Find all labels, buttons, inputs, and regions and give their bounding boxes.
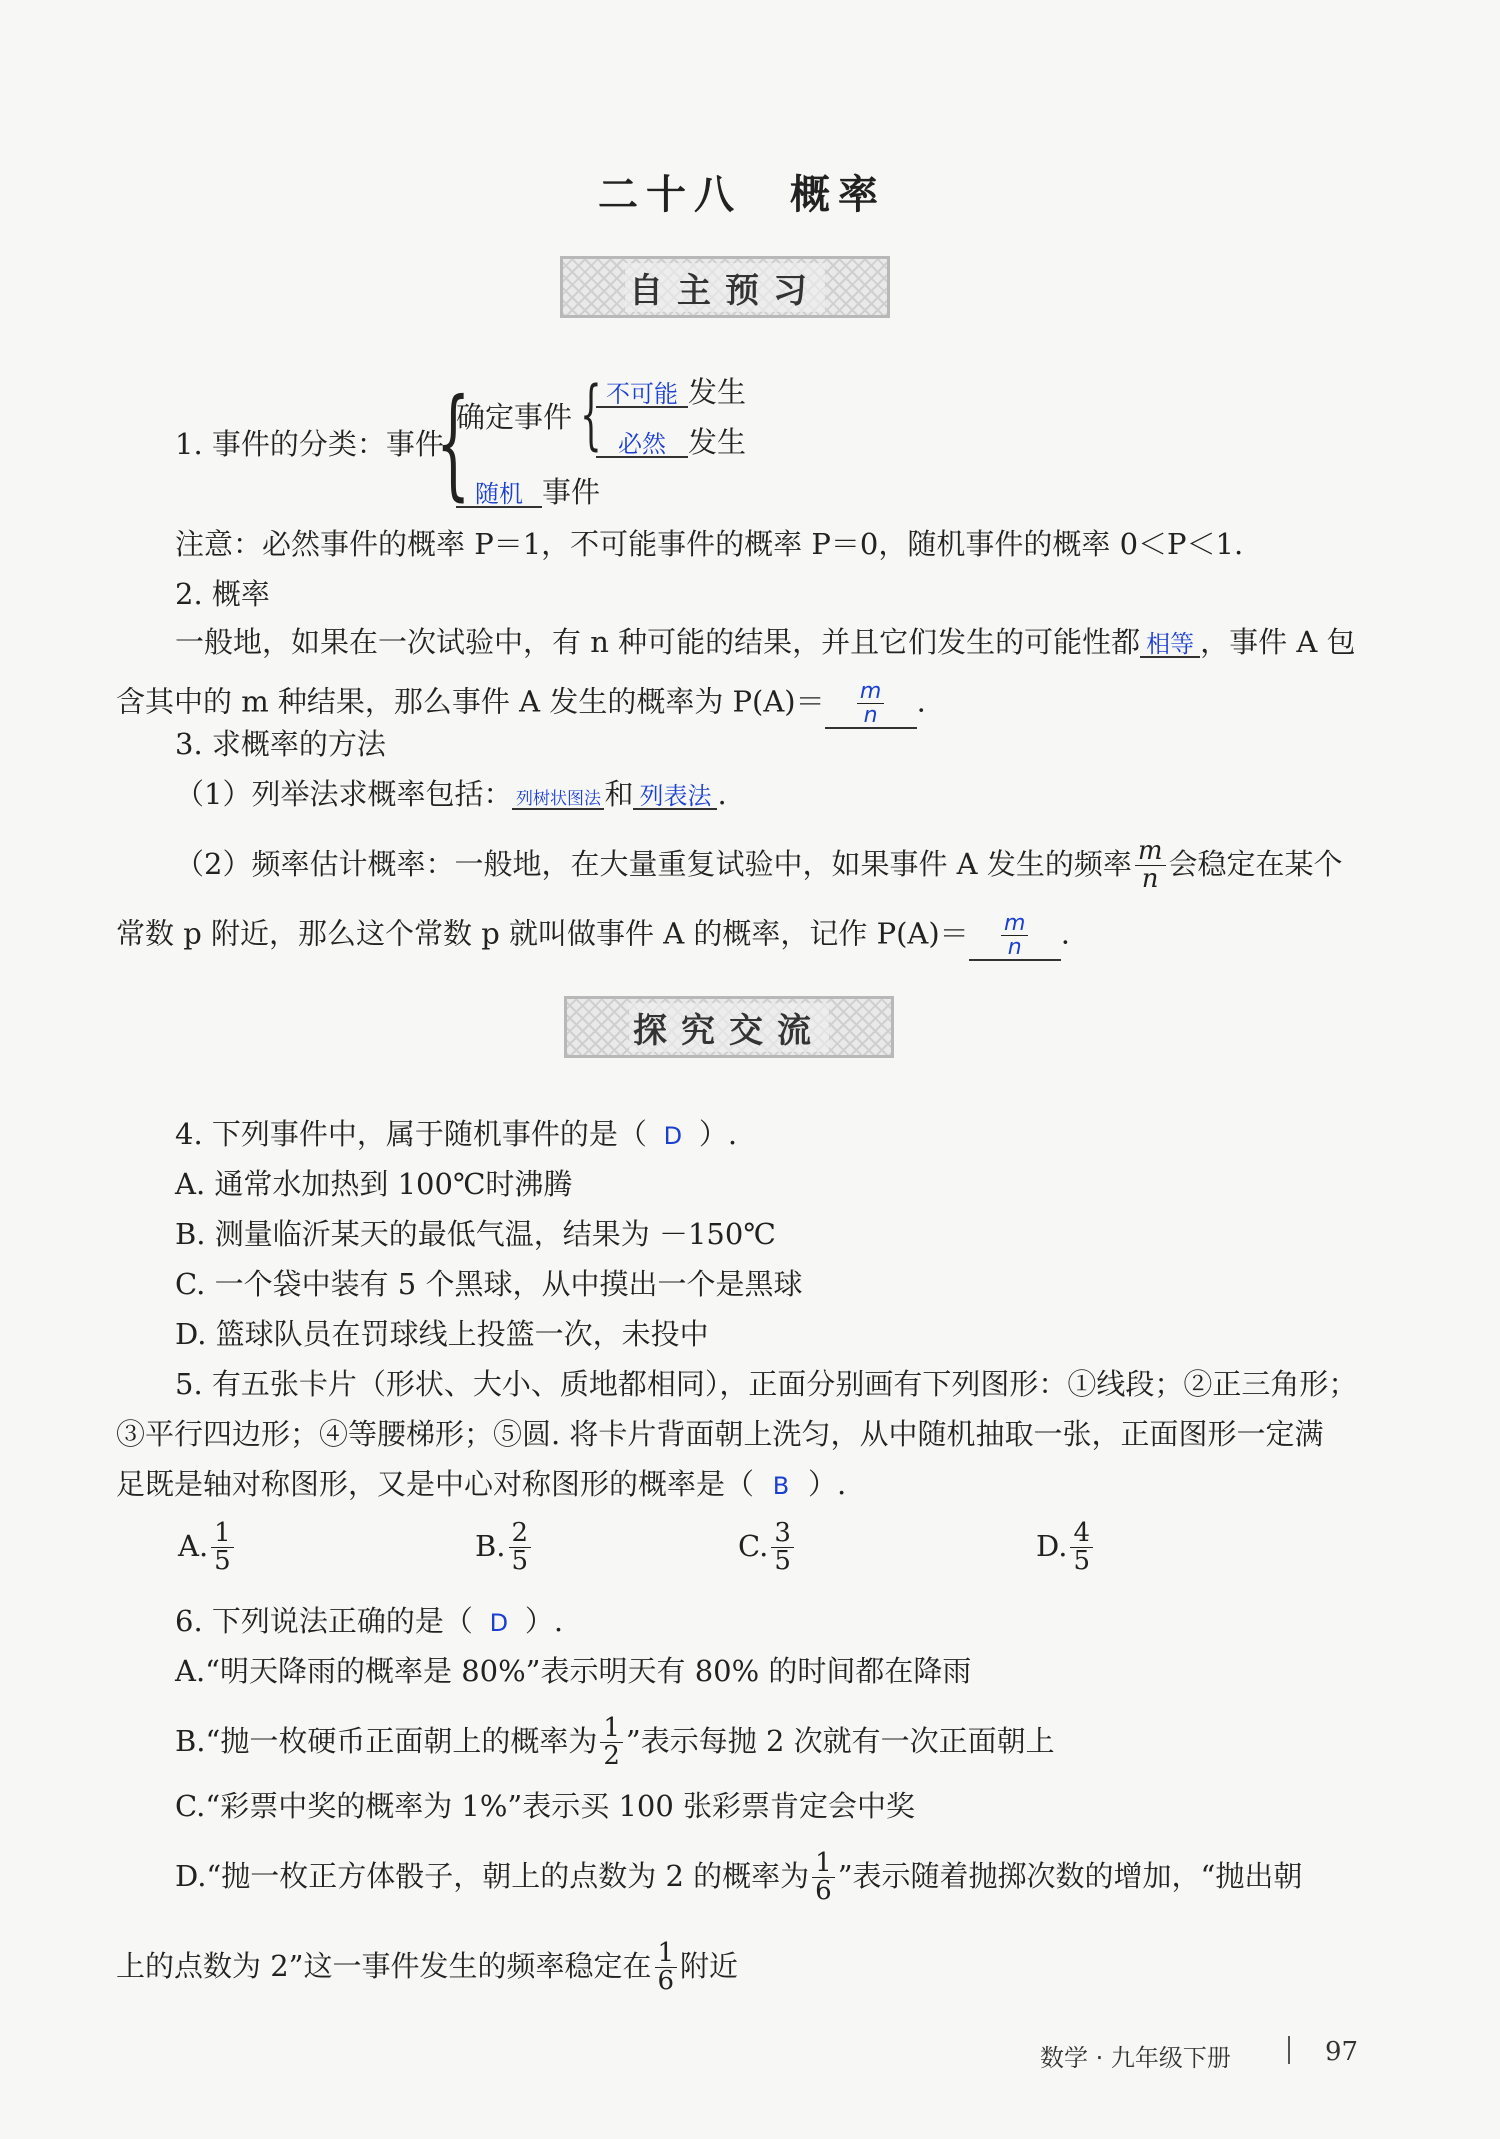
footer-divider [1288, 2036, 1290, 2064]
q1-row-c [456, 475, 601, 509]
q3-p3-text: 常数 p 附近，那么这个常数 p 就叫做事件 A 的概率，记作 P(A)＝ [116, 916, 969, 951]
frac-num: 1 [812, 1850, 835, 1878]
frac-den: n [1141, 864, 1159, 895]
q4-option-b: B. 测量临沂某天的最低气温，结果为 －150℃ [175, 1217, 776, 1251]
q5-line3-end: ）. [808, 1467, 847, 1501]
q6-stem-text: 6. 下列说法正确的是（ [175, 1604, 473, 1638]
q5-line1: 5. 有五张卡片（形状、大小、质地都相同），正面分别画有下列图形：①线段；②正三角形； [175, 1367, 1358, 1401]
q2-heading: 2. 概率 [175, 577, 270, 611]
period: . [1060, 916, 1070, 951]
q6-stem-end: ）. [524, 1604, 564, 1638]
q6-d-text: D.“抛一枚正方体骰子，朝上的点数为 2 的概率为 [175, 1858, 810, 1893]
period: . [916, 684, 926, 719]
q6-d-end: ”表示随着抛掷次数的增加，“抛出朝 [837, 1858, 1303, 1893]
q2-line1-text: 一般地，如果在一次试验中，有 n 种可能的结果，并且它们发生的可能性都 [175, 625, 1141, 659]
q5-answer: B [772, 1472, 790, 1500]
frac-den: 5 [214, 1546, 231, 1577]
frac-den: 5 [774, 1546, 791, 1577]
answer-blank-certain: 必然 [596, 432, 688, 458]
q2-line2 [116, 680, 926, 729]
option-label: A. [178, 1528, 209, 1563]
occur-label: 发生 [688, 375, 747, 409]
q1-certain-label: 确定事件 [456, 400, 573, 434]
q6-answer: D [489, 1609, 509, 1637]
q5-option-b [475, 1520, 534, 1576]
q3-p1 [175, 777, 727, 811]
q6-option-d-cont [116, 1940, 738, 1996]
q2-line1-end: ，事件 A 包 [1200, 625, 1356, 659]
option-label: D. [1036, 1528, 1068, 1563]
q2-line1 [175, 625, 1356, 659]
frac-num: m [1135, 838, 1166, 866]
q6-option-b [175, 1715, 1055, 1771]
q4-option-d: D. 篮球队员在罚球线上投篮一次，未投中 [175, 1317, 709, 1351]
frac-num: 3 [771, 1520, 794, 1548]
page-title: 二十八 概率 [598, 172, 886, 218]
period: . [717, 777, 727, 811]
frac-num: m [857, 680, 884, 704]
answer-blank-table: 列表法 [633, 784, 717, 810]
option-label: B. [475, 1528, 506, 1563]
q3-p3 [116, 912, 1070, 961]
q4-stem-text: 4. 下列事件中，属于随机事件的是（ [175, 1117, 647, 1151]
answer-blank-impossible: 不可能 [596, 382, 688, 408]
section-title: 自主预习 [625, 263, 825, 312]
frac-den: 2 [603, 1741, 620, 1772]
frac-den: n [1007, 935, 1022, 961]
q2-line2-text: 含其中的 m 种结果，那么事件 A 发生的概率为 P(A)＝ [116, 684, 825, 719]
frac-den: 5 [1073, 1546, 1090, 1577]
brace-icon-inner: { [580, 369, 602, 458]
q5-option-c [738, 1520, 797, 1576]
option-label: C. [738, 1528, 769, 1563]
occur-label: 发生 [688, 425, 747, 459]
answer-blank-fraction [969, 912, 1061, 961]
page-number: 97 [1325, 2037, 1359, 2067]
q6-b-end: ”表示每抛 2 次就有一次正面朝上 [625, 1723, 1055, 1758]
frac-den: n [863, 703, 878, 729]
frac-num: 1 [655, 1940, 678, 1968]
note-text: 注意：必然事件的概率 P＝1，不可能事件的概率 P＝0，随机事件的概率 0＜P＜1. [175, 527, 1244, 561]
q3-p2-text: （2）频率估计概率：一般地，在大量重复试验中，如果事件 A 发生的频率 [175, 846, 1132, 881]
brace-icon: { [436, 374, 471, 513]
section-title: 探究交流 [629, 1003, 829, 1052]
q3-p1-text: （1）列举法求概率包括： [175, 777, 513, 811]
q4-option-c: C. 一个袋中装有 5 个黑球，从中摸出一个是黑球 [175, 1267, 803, 1301]
q6-d2-end: 附近 [680, 1948, 739, 1983]
q1-row-a [596, 375, 747, 409]
q5-option-a [178, 1520, 237, 1576]
q5-line2: ③平行四边形；④等腰梯形；⑤圆. 将卡片背面朝上洗匀，从中随机抽取一张，正面图形一定满 [116, 1417, 1324, 1451]
answer-blank-random: 随机 [456, 482, 542, 508]
footer-book-title: 数学 · 九年级下册 [1040, 2044, 1231, 2072]
frac-num: m [1001, 912, 1028, 936]
event-label: 事件 [542, 475, 601, 509]
q3-p2 [175, 838, 1343, 894]
q5-line3 [116, 1467, 847, 1501]
q1-row-b [596, 425, 747, 459]
frac-num: 2 [509, 1520, 532, 1548]
q3-heading: 3. 求概率的方法 [175, 727, 386, 761]
section-banner-preview [560, 256, 890, 318]
answer-blank-fraction [825, 680, 917, 729]
q4-stem-end: ）. [698, 1117, 738, 1151]
and-text: 和 [604, 777, 634, 811]
frac-num: 4 [1070, 1520, 1093, 1548]
q6-b-text: B.“抛一枚硬币正面朝上的概率为 [175, 1723, 598, 1758]
q6-stem [175, 1604, 564, 1638]
frac-den: 6 [815, 1876, 832, 1907]
q6-d2-text: 上的点数为 2”这一事件发生的频率稳定在 [116, 1948, 652, 1983]
q6-option-c: C.“彩票中奖的概率为 1%”表示买 100 张彩票肯定会中奖 [175, 1789, 916, 1823]
frac-num: 1 [600, 1715, 623, 1743]
answer-blank-equal: 相等 [1140, 632, 1200, 658]
answer-blank-tree: 列树状图法 [512, 791, 604, 810]
q6-option-a: A.“明天降雨的概率是 80%”表示明天有 80% 的时间都在降雨 [175, 1654, 972, 1688]
q5-line3-text: 足既是轴对称图形，又是中心对称图形的概率是（ [116, 1467, 755, 1501]
frac-den: 6 [657, 1966, 675, 1997]
q6-option-d [175, 1850, 1302, 1906]
q4-option-a: A. 通常水加热到 100℃时沸腾 [175, 1167, 573, 1201]
section-banner-explore [564, 996, 894, 1058]
frac-den: 5 [511, 1546, 529, 1577]
q4-answer: D [663, 1122, 683, 1150]
q3-p2-end: 会稳定在某个 [1168, 846, 1343, 881]
frac-num: 1 [211, 1520, 234, 1548]
q5-option-d [1036, 1520, 1096, 1576]
q4-stem [175, 1117, 738, 1151]
q1-prefix: 1. 事件的分类：事件 [175, 427, 444, 461]
